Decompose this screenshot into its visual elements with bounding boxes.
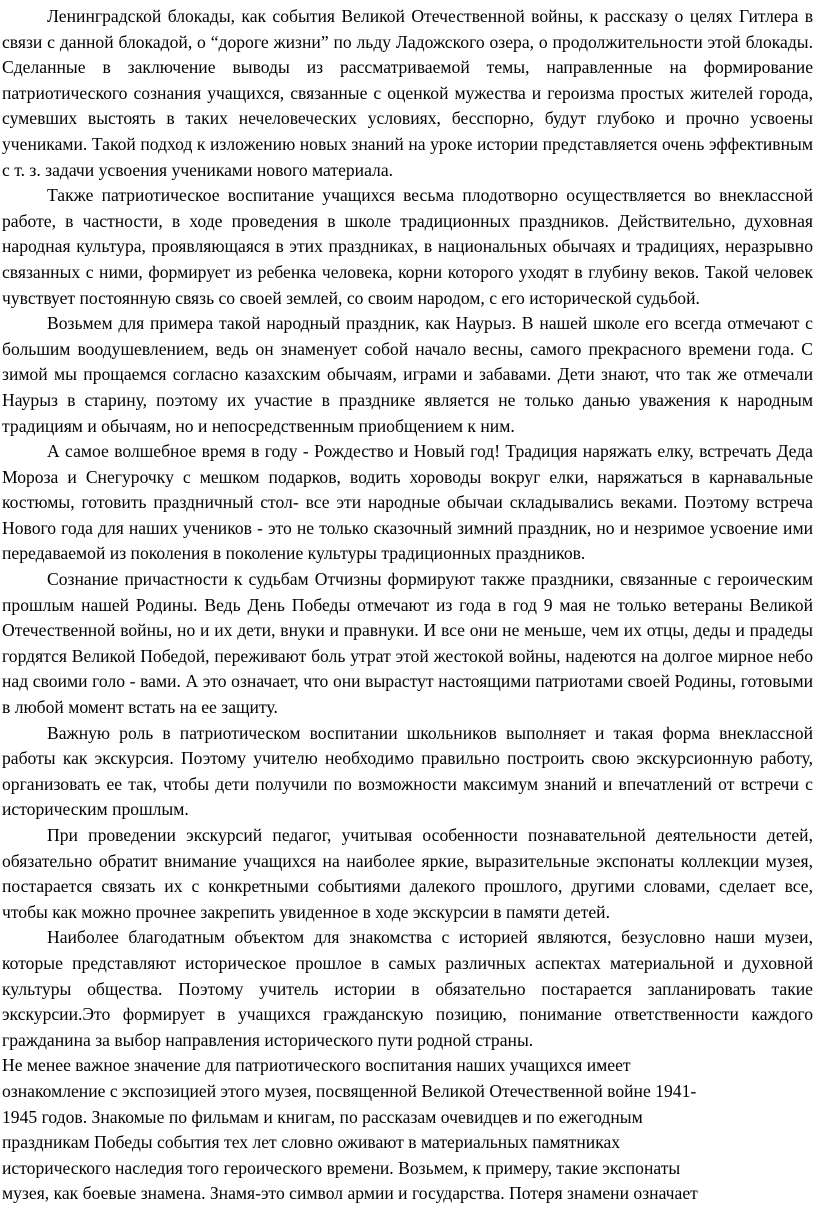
paragraph-victory-day: Сознание причастности к судьбам Отчизны формируют также праздники, связанные с героическим прошлым нашей Родины. Ведь День Победы отмечают из года в год 9 мая не только ветераны Великой Отечественной войны, но и их дети, внуки и правнуки. И все они не меньше, чем их отцы, деды и прадеды гордятся Великой Победой, переживают боль утрат этой жестокой войны, надеются на долгое мирное небо над своими голо - вами. А это означает, что они вырастут настоящими патриотами своей Родины, готовыми в любой момент встать на ее защиту. [2,569,813,718]
paragraph-holidays: Также патриотическое воспитание учащихся весьма плодотворно осуществляется во внеклассной работе, в частности, в ходе проведения в школе традиционных праздников. Действительно, духовная народная культура, проявляющаяся в этих праздниках, в национальных обычаях и традициях, неразрывно связанных с ними, формирует из ребенка человека, корни которого уходят в глубину веков. Такой человек чувствует постоянную связь со своей землей, со своим народом, с его исторической судьбой. [2,185,813,308]
plain-line: праздникам Победы события тех лет словно оживают в материальных памятниках [2,1132,621,1153]
paragraph-museums: Наиболее благодатным объектом для знакомства с историей являются, безусловно наши музеи, которые представляют историческое прошлое в самых различных аспектах материальной и духовной культуры общества. Поэтому учитель истории в обязательно постарается запланировать такие экскурсии.Это формирует в учащихся гражданскую позицию, понимание ответственности каждого гражданина за выбор направления исторического пути родной страны. [2,927,813,1050]
paragraph-nauryz: Возьмем для примера такой народный праздник, как Наурыз. В нашей школе его всегда отмечают с большим воодушевлением, ведь он знаменует собой начало весны, самого прекрасного времени года. С зимой мы прощаемся согласно казахским обычаям, играми и забавами. Дети знают, что так же отмечали Наурыз в старину, поэтому их участие в празднике является не только данью уважения к народным традициям и обычаям, но и непосредственным приобщением к ним. [2,313,813,436]
plain-line: 1945 годов. Знакомые по фильмам и книгам, по рассказам очевидцев и по ежегодным [2,1106,643,1127]
plain-line: исторического наследия того героического времени. Возьмем, к примеру, такие экспонаты [2,1157,681,1178]
paragraph-excursion: Важную роль в патриотическом воспитании школьников выполняет и такая форма внеклассной работы как экскурсия. Поэтому учителю необходимо правильно построить свою экскурсионную работу, организовать ее так, чтобы дети получили по возможности максимум знаний и впечатлений от встречи с историческим прошлым. [2,722,813,820]
paragraph-new-year: А самое волшебное время в году - Рождество и Новый год! Традиция наряжать елку, встречать Деда Мороза и Снегурочку с мешком подарков, водить хороводы вокруг елки, наряжаться в карнавальные костюмы, готовить праздничный стол- все эти народные обычаи складывались веками. Поэтому встреча Нового года для наших учеников - это не только сказочный зимний праздник, но и незримое усвоение ими передаваемой из поколения в поколение культуры традиционных праздников. [2,441,813,564]
plain-line: музея, как боевые знамена. Знамя-это символ армии и государства. Потеря знамени означает [2,1183,698,1204]
plain-line: Не менее важное значение для патриотического воспитания наших учащихся имеет [2,1055,631,1076]
paragraph-excursion-method: При проведении экскурсий педагог, учитывая особенности познавательной деятельности детей, обязательно обратит внимание учащихся на наиболее яркие, выразительные экспонаты коллекции музея, постарается связать их с конкретными событиями далекого прошлого, другими словами, сделает все, чтобы как можно прочнее закрепить увиденное в ходе экскурсии в памяти детей. [2,825,813,922]
paragraph-leningrad-blockade: Ленинградской блокады, как события Великой Отечественной войны, к рассказу о целях Гитлера в связи с данной блокадой, о “дороге жизни” по льду Ладожского озера, о продолжительности этой блокады. Сделанные в заключение выводы из рассматриваемой темы, направленные на формирование патриотического сознания учащихся, связанные с оценкой мужества и героизма простых жителей города, сумевших выстоять в таких нечеловеческих условиях, бесспорно, будут глубоко и прочно усвоены учениками. Такой подход к изложению новых знаний на уроке истории представляется очень эффективным с т. з. задачи усвоения учениками нового материала. [2,6,813,180]
plain-line: ознакомление с экспозицией этого музея, посвященной Великой Отечественной войне 1941- [2,1080,697,1101]
